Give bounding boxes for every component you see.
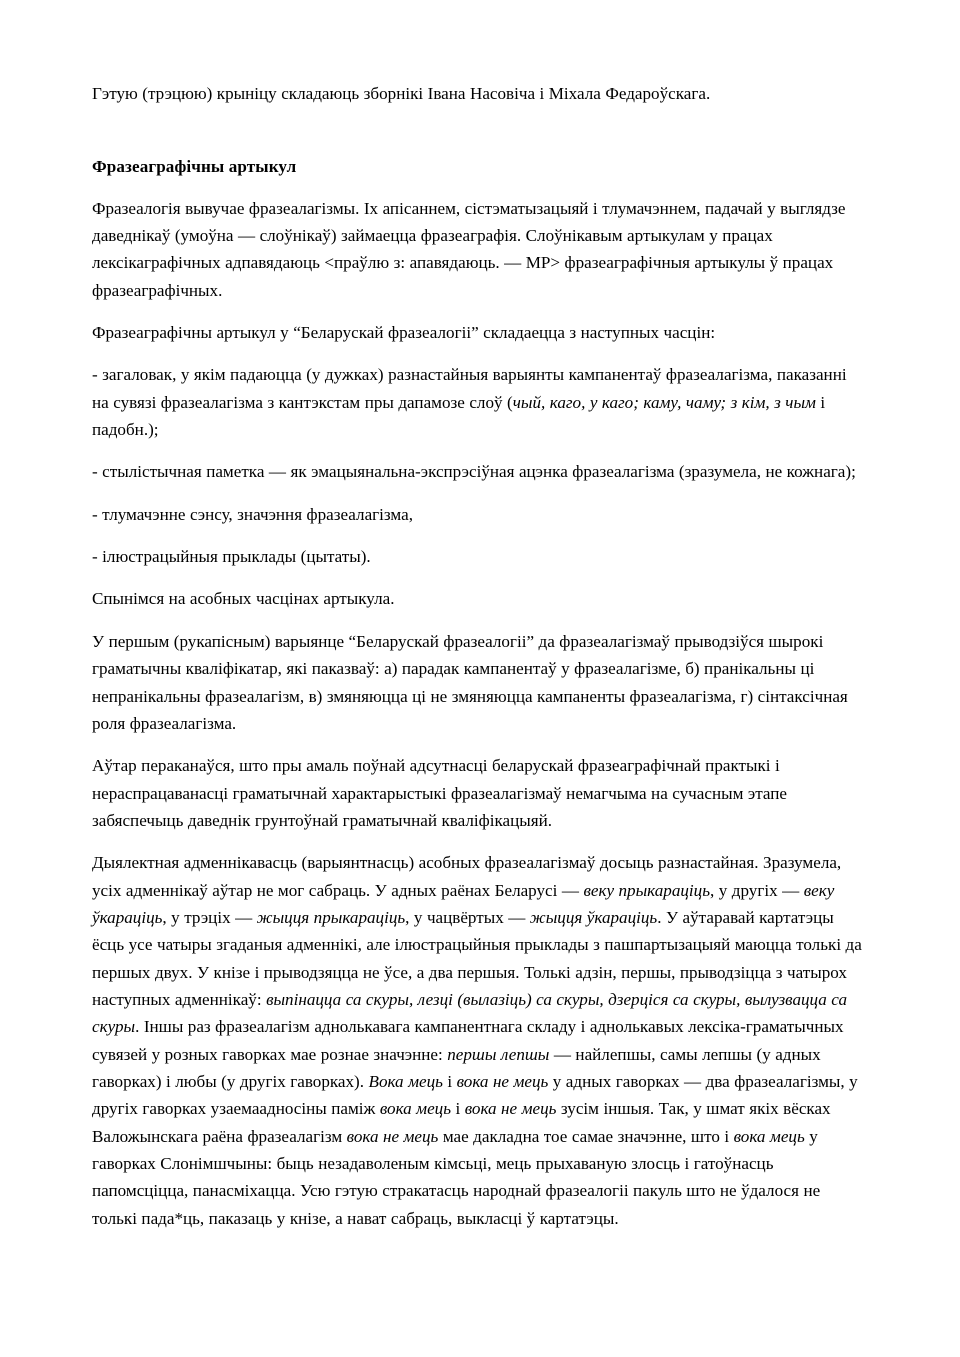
section-heading: Фразеаграфічны артыкул [92,157,297,177]
paragraph-definition: Фразеалогія вывучае фразеалагізмы. Іх апісаннем, сістэматызацыяй і тлумачэннем, падачай у выглядзе даведнікаў (умоўна — слоўнікаў) займаецца фразеаграфія. Слоўнікавым артыкулам у працах лексікаграфічных адпавядаюць <праўлю з: апавядаюць. — МР> фразеаграфічныя артыкулы ў працах фразеаграфічных. [92,198,846,300]
lead-paragraph: Гэтую (трэцюю) крыніцу складаюць зборнікі Івана Насовіча і Міхала Федароўскага. [92,84,711,103]
dv-italic-6: першы лепшы [447,1044,550,1064]
paragraph-author-conclusion: Аўтар пераканаўся, што пры амаль поўнай адсутнасці беларускай фразеаграфічнай практыкі і нераспрацаванасці граматычнай характарыстыкі фразеалагізмаў немагчыма на сучасным этапе забяспечыць даведнік грунтоўнай граматычнай кваліфікацыяй. [92,756,787,830]
list-item-stylistic-mark: - стылістычная паметка — як эмацыянальна-экспрэсіўная ацэнка фразеалагізма (зразумела, не кожнага); [92,462,856,482]
dv-italic-10: вока не мець [464,1099,557,1119]
paragraph-dialectal-variation [92,849,866,1232]
dv-italic-2: веку ўкараціць [92,880,835,927]
dv-seg-4: , у чацвёртых — [405,907,530,927]
dv-seg-12: мае дакладна тое самае значэнне, што і [438,1126,734,1146]
dv-italic-4: жыцця ўкараціць [529,907,658,927]
dv-seg-1: Дыялектная адменнікавасць (варыянтнасць) асобных фразеалагізмаў досыць разнастайная. Зразумела, усіх адменнікаў аўтар не мог сабраць. У адных раёнах Беларусі — [92,853,842,900]
list-item-headword [92,361,866,443]
dv-italic-12: вока мець [733,1126,805,1146]
dv-seg-7: — найлепшы, самы лепшы (у адных гаворках) і любы (у другіх гаворках). [92,1044,821,1091]
dv-italic-9: вока мець [379,1099,451,1119]
dv-italic-1: веку прыкараціць [583,880,711,900]
dv-seg-2: , у другіх — [710,880,804,900]
list-item-examples: - ілюстрацыйныя прыклады (цытаты). [92,547,371,567]
dv-seg-11: зусім іншыя. Так, у шмат якіх вёсках Валожынскага раёна фразеалагізм [92,1099,831,1146]
dv-seg-10: і [451,1099,465,1119]
dv-italic-3: жыцця прыкараціць [256,907,406,927]
dv-italic-5: выпінацца са скуры, лезці (вылазіць) са скуры, дзерціся са скуры, вылузвацца са скуры [92,989,848,1037]
list-item-headword-text-b: і падобн.); [92,392,826,440]
dv-seg-3: , у трэціх — [162,907,257,927]
dv-seg-9: у адных гаворках — два фразеалагізмы, у другіх гаворках узаемаадносіны паміж [92,1071,858,1119]
paragraph-structure-intro: Фразеаграфічны артыкул у “Беларускай фразеалогіі” складаецца з наступных часцін: [92,323,716,343]
dv-italic-7: Вока мець [368,1071,443,1091]
list-item-headword-text-a: - загаловак, у якім падаюцца (у дужках) разнастайныя варыянты кампанентаў фразеалагізма, паказанні на сувязі фразеалагізма з кантэкстам пры дапамозе слоў ( [92,365,847,412]
list-item-headword-italic: чый, каго, у каго; каму, чаму; з кім, з чым [512,392,816,412]
dv-italic-11: вока не мець [346,1126,439,1146]
dv-italic-8: вока не мець [456,1071,549,1091]
document-body [92,80,866,1232]
dv-seg-8: і [442,1071,457,1091]
dv-seg-5: . У аўтаравай картатэцы ёсць усе чатыры згаданыя адменнікі, але ілюстрацыйныя прыклады з пашпартызацыяй маюцца толькі да першых двух. У кнізе і прыводзяцца не ўсе, а два першыя. Толькі адзін, першы, прыводзіцца з чатырох наступных адменнікаў: [92,907,862,1009]
list-item-meaning: - тлумачэнне сэнсу, значэння фразеалагізма, [92,504,413,524]
paragraph-first-variant: У першым (рукапісным) варыянце “Беларускай фразеалогіі” да фразеалагізмаў прыводзіўся шырокі граматычны кваліфікатар, які паказваў: а) парадак кампанентаў у фразеалагізме, б) пранікальны ці непранікальны фразеалагізм, в) змяняюцца ці не змяняюцца кампаненты фразеалагізма, г) сінтаксічная роля фразеалагізма. [92,631,848,733]
paragraph-transition: Спынімся на асобных часцінах артыкула. [92,589,395,609]
dv-seg-13: у гаворках Слонімшчыны: быць незадаволеным кімсьці, мець прыхаваную злосць і гатоўнасць папомсціцца, панасміхацца. Усю гэтую стракатасць народнай фразеалогіі пакуль што не ўдалося не толькі пада*ць, паказаць у кнізе, а нават сабраць, выкласці ў картатэцы. [92,1126,821,1228]
dv-seg-6: . Іншы раз фразеалагізм аднолькавага кампанентнага складу і аднолькавых лексіка-граматычных сувязей у розных гаворках мае рознае значэнне: [92,1017,844,1064]
